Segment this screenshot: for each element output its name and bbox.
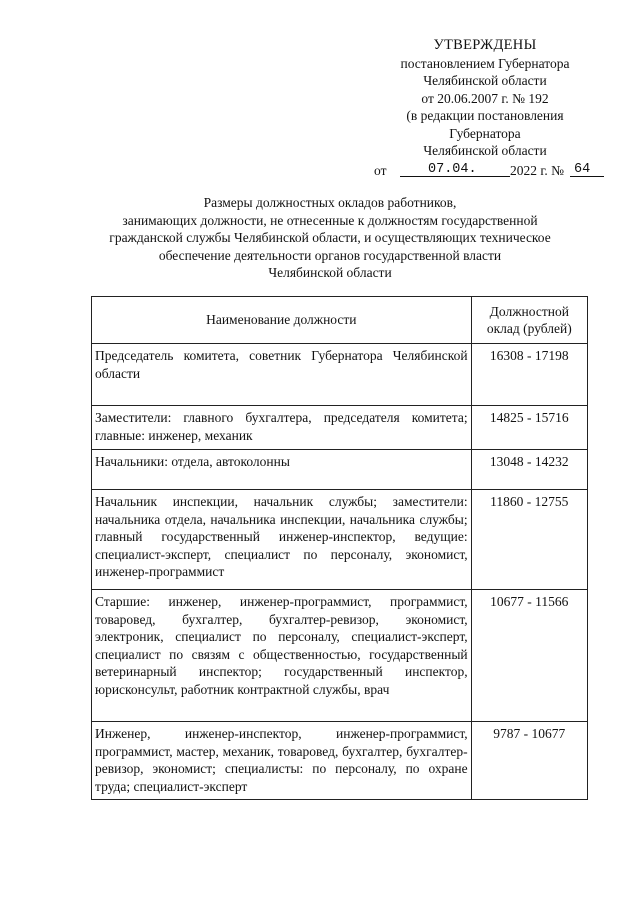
table-row	[92, 490, 588, 590]
position-cell: Заместители: главного бухгалтера, председателя комитета; главные: инженер, механик	[92, 406, 472, 450]
salary-table	[91, 296, 588, 800]
position-cell: Начальник инспекции, начальник службы; заместители: начальника отдела, начальника инспекции, начальника службы; главный государственный инженер-инспектор, ведущие: специалист-эксперт, специалист по персоналу, экономист, инженер-программист	[92, 490, 472, 590]
approval-line: постановлением Губернатора	[400, 55, 570, 71]
salary-cell: 10677 - 11566	[471, 590, 587, 722]
header-position: Наименование должности	[92, 297, 472, 344]
salary-cell: 16308 - 17198	[471, 344, 587, 406]
salary-cell: 14825 - 15716	[471, 406, 587, 450]
table-row	[92, 722, 588, 800]
approval-date-line	[360, 160, 610, 180]
title-line: Размеры должностных окладов работников,	[203, 195, 457, 210]
approval-heading: УТВЕРЖДЕНЫ	[433, 37, 537, 53]
number-value: 64	[574, 161, 591, 177]
position-cell: Старшие: инженер, инженер-программист, программист, товаровед, бухгалтер, бухгалтер-ревизор, экономист, электроник, специалист по персоналу, специалист-эксперт, специалист по связям с общественностью, государственный ветеринарный инспектор; государственный инспектор, юрисконсульт, работник контрактной службы, врач	[92, 590, 472, 722]
position-cell: Начальники: отдела, автоколонны	[92, 450, 472, 490]
date-prefix: от	[374, 162, 387, 178]
table-header-row	[92, 297, 588, 344]
table-row	[92, 450, 588, 490]
salary-cell: 13048 - 14232	[471, 450, 587, 490]
approval-line: Губернатора	[449, 125, 521, 141]
document-title	[80, 194, 580, 282]
table-row	[92, 344, 588, 406]
title-line: обеспечение деятельности органов государственной власти	[158, 247, 502, 263]
approval-line: от 20.06.2007 г. № 192	[421, 90, 549, 106]
approval-line: Челябинской области	[423, 143, 547, 158]
salary-cell: 11860 - 12755	[471, 490, 587, 590]
position-cell: Инженер, инженер-инспектор, инженер-программист, программист, мастер, механик, товаровед, бухгалтер, бухгалтер-ревизор, экономист; специалисты: по персоналу, по охране труда; специалист-эксперт	[92, 722, 472, 800]
salary-cell: 9787 - 10677	[471, 722, 587, 800]
position-cell: Председатель комитета, советник Губернатора Челябинской области	[92, 344, 472, 406]
approval-line: Челябинской области	[423, 73, 547, 88]
approval-stamp	[360, 37, 610, 180]
date-value: 07.04.	[428, 161, 477, 177]
title-line: гражданской службы Челябинской области, и осуществляющих техническое	[109, 230, 551, 246]
title-line: занимающих должности, не отнесенные к должностям государственной	[122, 212, 538, 228]
table-row	[92, 406, 588, 450]
table-row	[92, 590, 588, 722]
approval-line: (в редакции постановления	[406, 108, 564, 123]
header-salary: Должностной оклад (рублей)	[471, 297, 587, 344]
year-text: 2022 г. №	[510, 162, 565, 178]
title-line: Челябинской области	[268, 265, 392, 281]
